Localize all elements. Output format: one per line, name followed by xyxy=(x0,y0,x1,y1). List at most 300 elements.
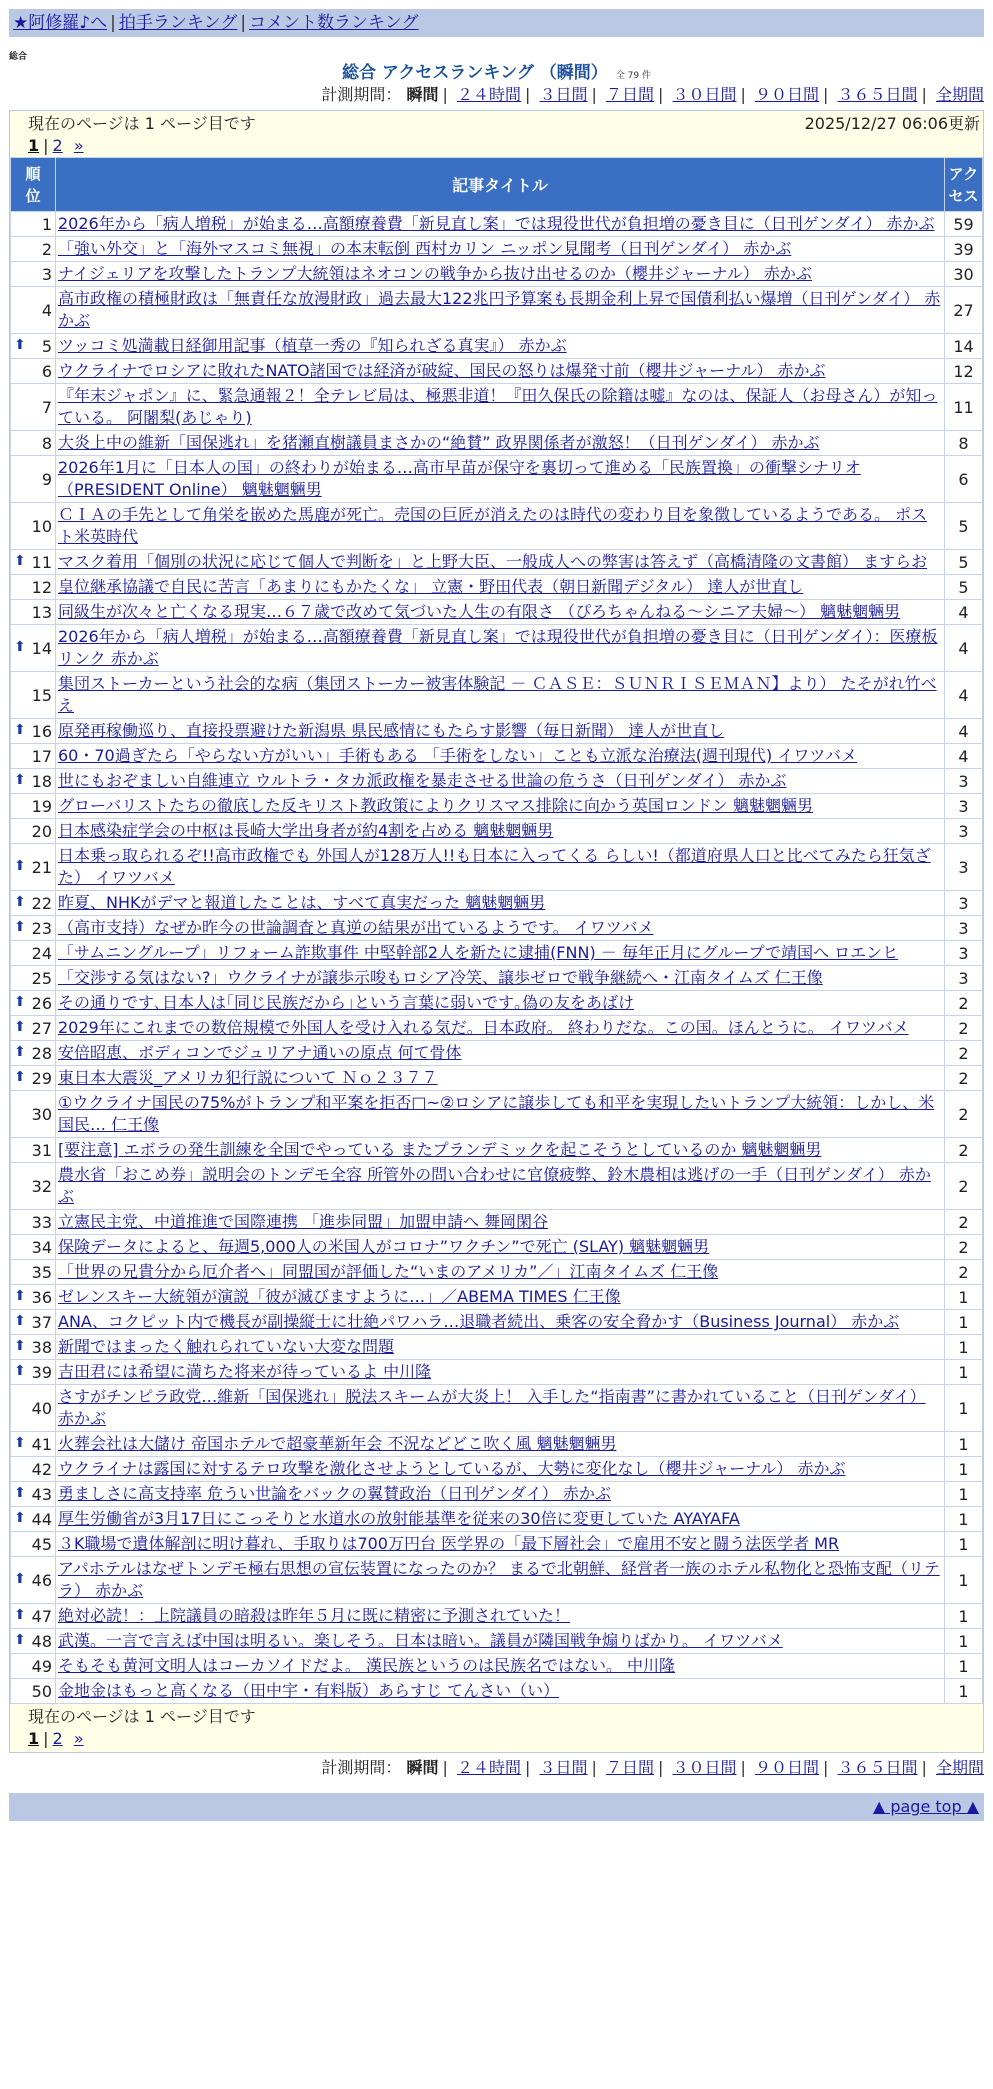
rank-number: 11 xyxy=(31,552,52,572)
access-count: 4 xyxy=(945,744,983,769)
rank-number: 13 xyxy=(31,602,52,622)
ranking-box xyxy=(9,110,984,1753)
rank-up-arrow-icon: ⬆ xyxy=(14,1337,26,1354)
article-title-link[interactable]: （高市支持）なぜか昨今の世論調査と真逆の結果が出ているようです。 イワツバメ xyxy=(58,918,654,937)
ranking-table xyxy=(10,157,983,1704)
rank-up-arrow-icon: ⬆ xyxy=(14,918,26,935)
article-title-link[interactable]: ANA、コクピット内で機長が副操縦士に壮絶パワハラ…退職者続出、乗客の安全脅かす（Business Journal） 赤かぶ xyxy=(58,1312,900,1331)
table-row xyxy=(11,1210,983,1235)
rank-number: 42 xyxy=(31,1459,52,1479)
access-count: 1 xyxy=(945,1507,983,1532)
title-cell xyxy=(56,719,945,744)
table-row xyxy=(11,1385,983,1432)
access-count: 1 xyxy=(945,1432,983,1457)
rank-cell xyxy=(11,1235,56,1260)
rank-number: 24 xyxy=(31,943,52,963)
article-title-link[interactable]: 60・70過ぎたら「やらない方がいい」手術もある 「手術をしない」ことも立派な治療法(週刊現代) イワツバメ xyxy=(58,746,858,765)
rank-cell xyxy=(11,334,56,359)
rank-number: 28 xyxy=(31,1043,52,1063)
rank-up-arrow-icon: ⬆ xyxy=(14,857,26,874)
access-count: 2 xyxy=(945,1163,983,1210)
rank-number: 6 xyxy=(41,361,52,381)
access-count: 14 xyxy=(945,334,983,359)
article-title-link[interactable]: 世にもおぞましい自維連立 ウルトラ・タカ派政権を暴走させる世論の危うさ（日刊ゲンダイ） 赤かぶ xyxy=(58,771,787,790)
rank-cell xyxy=(11,891,56,916)
period-selector-bottom: 計測期間： 瞬間 | ２４時間 | ３日間 | ７日間 | ３０日間 | ９０日間 | ３６５日間 | 全期間 xyxy=(321,1758,984,1777)
total-count: 全 79 件 xyxy=(615,71,651,81)
table-row xyxy=(11,1557,983,1604)
rank-up-arrow-icon: ⬆ xyxy=(14,993,26,1010)
title-cell xyxy=(56,1457,945,1482)
rank-number: 4 xyxy=(41,300,52,320)
pager-page-2-bottom[interactable]: 2 xyxy=(52,1729,63,1748)
rank-cell xyxy=(11,359,56,384)
table-row xyxy=(11,1532,983,1557)
table-row xyxy=(11,1285,983,1310)
article-title-link[interactable]: 厚生労働省が3月17日にこっそりと水道水の放射能基準を従来の30倍に変更していた AYAYAFA xyxy=(58,1509,740,1528)
rank-number: 45 xyxy=(31,1534,52,1554)
ranking-rows xyxy=(11,212,983,1704)
rank-number: 37 xyxy=(31,1312,52,1332)
rank-number: 10 xyxy=(31,516,52,536)
article-title-link[interactable]: 「世界の兄貴分から厄介者へ」同盟国が評価した“いまのアメリカ”／」江南タイムズ 仁王像 xyxy=(58,1262,719,1281)
title-cell xyxy=(56,1041,945,1066)
table-row xyxy=(11,575,983,600)
rank-cell xyxy=(11,1654,56,1679)
title-cell xyxy=(56,1360,945,1385)
rank-cell xyxy=(11,1285,56,1310)
rank-number: 21 xyxy=(31,857,52,877)
rank-cell xyxy=(11,262,56,287)
rank-up-arrow-icon: ⬆ xyxy=(14,1312,26,1329)
period-link-90d-bottom[interactable]: ９０日間 xyxy=(754,1758,819,1777)
article-title-link[interactable]: 原発再稼働巡り、直接投票避けた新潟県 県民感情にもたらす影響（毎日新聞） 達人が世直し xyxy=(58,721,725,740)
rank-cell xyxy=(11,744,56,769)
rank-up-arrow-icon: ⬆ xyxy=(14,1434,26,1451)
rank-cell xyxy=(11,672,56,719)
article-title-link[interactable]: グローバリストたちの徹底した反キリスト教政策によりクリスマス排除に向かう英国ロンドン 魑魅魍魎男 xyxy=(58,796,814,815)
access-count: 2 xyxy=(945,1066,983,1091)
table-row xyxy=(11,672,983,719)
table-row xyxy=(11,769,983,794)
title-cell xyxy=(56,1679,945,1704)
article-title-link[interactable]: 立憲民主党、中道推進で国際連携 「進歩同盟」加盟申請へ 舞岡閑谷 xyxy=(58,1212,549,1231)
rank-number: 38 xyxy=(31,1337,52,1357)
title-cell xyxy=(56,1482,945,1507)
rank-up-arrow-icon: ⬆ xyxy=(14,1362,26,1379)
table-row xyxy=(11,1091,983,1138)
rank-cell xyxy=(11,1260,56,1285)
rank-number: 12 xyxy=(31,577,52,597)
access-count: 2 xyxy=(945,1210,983,1235)
period-link-30d[interactable]: ３０日間 xyxy=(672,85,737,104)
article-title-link[interactable]: [要注意] エボラの発生訓練を全国でやっている またプランデミックを起こそうとしているのか 魑魅魍魎男 xyxy=(58,1140,822,1159)
table-row xyxy=(11,1235,983,1260)
period-link-7d[interactable]: ７日間 xyxy=(605,85,654,104)
access-count: 2 xyxy=(945,1016,983,1041)
title-cell xyxy=(56,359,945,384)
rank-number: 16 xyxy=(31,721,52,741)
rank-number: 39 xyxy=(31,1362,52,1382)
access-count: 1 xyxy=(945,1679,983,1704)
article-title-link[interactable]: さすがチンピラ政党…維新「国保逃れ」脱法スキームが大炎上！ 入手した“指南書”に書かれていること（日刊ゲンダイ） 赤かぶ xyxy=(58,1387,926,1428)
title-cell xyxy=(56,262,945,287)
rank-number: 31 xyxy=(31,1140,52,1160)
table-row xyxy=(11,503,983,550)
access-count: 2 xyxy=(945,1091,983,1138)
rank-up-arrow-icon: ⬆ xyxy=(14,1606,26,1623)
rank-number: 9 xyxy=(41,469,52,489)
access-count: 27 xyxy=(945,287,983,334)
article-title-link[interactable]: 吉田君には希望に満ちた将来が待っているよ 中川隆 xyxy=(58,1362,432,1381)
table-row xyxy=(11,237,983,262)
access-count: 11 xyxy=(945,384,983,431)
rank-number: 26 xyxy=(31,993,52,1013)
rank-number: 50 xyxy=(31,1681,52,1701)
page-info-top xyxy=(10,111,983,157)
table-row xyxy=(11,212,983,237)
rank-number: 5 xyxy=(41,336,52,356)
period-selector-top: 計測期間： 瞬間 | ２４時間 | ３日間 | ７日間 | ３０日間 | ９０日間 | ３６５日間 | 全期間 xyxy=(321,85,984,104)
title-cell xyxy=(56,844,945,891)
article-title-link[interactable]: 大炎上中の維新「国保逃れ」を猪瀬直樹議員まさかの“絶賛” 政界関係者が激怒！（日刊ゲンダイ） 赤かぶ xyxy=(58,433,820,452)
access-count: 1 xyxy=(945,1482,983,1507)
access-count: 6 xyxy=(945,456,983,503)
access-count: 2 xyxy=(945,1235,983,1260)
rank-number: 7 xyxy=(41,397,52,417)
article-title-link[interactable]: 2026年から「病人増税」が始まる…高額療養費「新見直し案」では現役世代が負担増の憂き目に（日刊ゲンダイ） 赤かぶ xyxy=(58,214,935,233)
title-cell xyxy=(56,237,945,262)
article-title-link[interactable]: ウクライナは露国に対するテロ攻撃を激化させようとしているが、大勢に変化なし（櫻井ジャーナル） 赤かぶ xyxy=(58,1459,846,1478)
rank-number: 35 xyxy=(31,1262,52,1282)
rank-up-arrow-icon: ⬆ xyxy=(14,1287,26,1304)
rank-cell xyxy=(11,916,56,941)
access-count: 3 xyxy=(945,966,983,991)
access-count: 4 xyxy=(945,600,983,625)
table-row xyxy=(11,916,983,941)
period-link-7d-bottom[interactable]: ７日間 xyxy=(605,1758,654,1777)
article-title-link[interactable]: 保険データによると、毎週5,000人の米国人がコロナ”ワクチン”で死亡 (SLAY) 魑魅魍魎男 xyxy=(58,1237,710,1256)
period-link-3d[interactable]: ３日間 xyxy=(539,85,588,104)
rank-number: 44 xyxy=(31,1509,52,1529)
article-title-link[interactable]: 高市政権の積極財政は「無責任な放漫財政」過去最大122兆円予算案も長期金利上昇で国債利払い爆増（日刊ゲンダイ） 赤かぶ xyxy=(58,289,941,330)
table-row xyxy=(11,600,983,625)
rank-cell xyxy=(11,1385,56,1432)
title-cell xyxy=(56,503,945,550)
table-row xyxy=(11,359,983,384)
article-title-link[interactable]: 2029年にこれまでの数倍規模で外国人を受け入れる気だ。日本政府。 終わりだな。この国。ほんとうに。 イワツバメ xyxy=(58,1018,909,1037)
article-title-link[interactable]: マスク着用「個別の状況に応じて個人で判断を」と上野大臣、一般成人への弊害は答えず（高橋清隆の文書館） ますらお xyxy=(58,552,928,571)
access-count: 8 xyxy=(945,431,983,456)
rank-cell xyxy=(11,719,56,744)
table-row xyxy=(11,844,983,891)
access-count: 1 xyxy=(945,1604,983,1629)
table-row xyxy=(11,1482,983,1507)
top-navigation xyxy=(9,9,984,37)
table-row xyxy=(11,431,983,456)
rank-up-arrow-icon: ⬆ xyxy=(14,552,26,569)
access-count: 1 xyxy=(945,1654,983,1679)
title-cell xyxy=(56,1163,945,1210)
table-row xyxy=(11,891,983,916)
rank-number: 8 xyxy=(41,433,52,453)
table-row xyxy=(11,1604,983,1629)
table-row xyxy=(11,1629,983,1654)
article-title-link[interactable]: 2026年1月に「日本人の国」の終わりが始まる…高市早苗が保守を裏切って進める「民族置換」の衝撃シナリオ （PRESIDENT Online） 魑魅魍魎男 xyxy=(58,458,861,499)
ranking-title-line xyxy=(0,62,993,84)
title-cell xyxy=(56,1654,945,1679)
access-count: 3 xyxy=(945,916,983,941)
rank-cell xyxy=(11,1335,56,1360)
rank-cell xyxy=(11,1091,56,1138)
period-link-all[interactable]: 全期間 xyxy=(935,85,984,104)
title-cell xyxy=(56,916,945,941)
rank-number: 40 xyxy=(31,1398,52,1418)
title-cell xyxy=(56,1507,945,1532)
period-link-all-bottom[interactable]: 全期間 xyxy=(935,1758,984,1777)
rank-cell xyxy=(11,1041,56,1066)
article-title-link[interactable]: 「強い外交」と「海外マスコミ無視」の本末転倒 西村カリン ニッポン見聞考（日刊ゲンダイ） 赤かぶ xyxy=(58,239,792,258)
title-cell xyxy=(56,819,945,844)
period-link-24h[interactable]: ２４時間 xyxy=(456,85,521,104)
article-title-link[interactable]: ＣＩＡの手先として角栄を嵌めた馬鹿が死亡。売国の巨匠が消えたのは時代の変わり目を象徴しているようである。 ポスト米英時代 xyxy=(58,505,928,546)
rank-up-arrow-icon: ⬆ xyxy=(14,893,26,910)
article-title-link[interactable]: そもそも黄河文明人はコーカソイドだよ。 漢民族というのは民族名ではない。 中川隆 xyxy=(58,1656,676,1675)
article-title-link[interactable]: 新聞ではまったく触れられていない大変な問題 xyxy=(58,1337,395,1356)
article-title-link[interactable]: 火葬会社は大儲け 帝国ホテルで超豪華新年会 不況などどこ吹く風 魑魅魍魎男 xyxy=(58,1434,617,1453)
article-title-link[interactable]: ３K職場で遺体解剖に明け暮れ、手取りは700万円台 医学界の「最下層社会」で雇用不安と闘う法医学者 MR xyxy=(58,1534,840,1553)
article-title-link[interactable]: 同級生が次々と亡くなる現実…６７歳で改めて気づいた人生の有限さ （ぴろちゃんねる〜シニア夫婦〜） 魑魅魍魎男 xyxy=(58,602,901,621)
rank-cell xyxy=(11,1532,56,1557)
pager-next-bottom[interactable]: » xyxy=(73,1729,84,1748)
category-label: 総合 xyxy=(9,52,28,62)
article-title-link[interactable]: その通りです､日本人は｢同じ民族だから｣という言葉に弱いです｡偽の友をあばけ xyxy=(58,993,635,1012)
pager-next[interactable]: » xyxy=(73,136,84,155)
rank-cell xyxy=(11,1604,56,1629)
title-cell xyxy=(56,625,945,672)
rank-cell xyxy=(11,1138,56,1163)
table-row xyxy=(11,1432,983,1457)
rank-number: 34 xyxy=(31,1237,52,1257)
access-count: 2 xyxy=(945,1041,983,1066)
table-row xyxy=(11,1138,983,1163)
article-title-link[interactable]: 『年末ジャポン』に、緊急通報２！全テレビ局は、極悪非道！『田久保氏の除籍は嘘』なのは、保証人（お母さん）が知っている。 阿闍梨(あじゃり) xyxy=(58,386,938,427)
article-title-link[interactable]: ウクライナでロシアに敗れたNATO諸国では経済が破綻、国民の怒りは爆発寸前（櫻井ジャーナル） 赤かぶ xyxy=(58,361,826,380)
rank-number: 48 xyxy=(31,1631,52,1651)
title-cell xyxy=(56,1532,945,1557)
rank-cell xyxy=(11,1432,56,1457)
period-label-bottom: 計測期間： xyxy=(321,1758,402,1777)
table-row xyxy=(11,262,983,287)
table-row xyxy=(11,794,983,819)
title-cell xyxy=(56,941,945,966)
title-cell xyxy=(56,575,945,600)
rank-number: 2 xyxy=(41,239,52,259)
period-link-365d-bottom[interactable]: ３６５日間 xyxy=(837,1758,918,1777)
nav-separator: | xyxy=(240,13,247,33)
article-title-link[interactable]: 集団ストーカーという社会的な病（集団ストーカー被害体験記 － ＣＡＳＥ：ＳＵＮＲＩＳＥＭＡＮ】より） たそがれ竹べえ xyxy=(58,674,937,715)
rank-number: 3 xyxy=(41,264,52,284)
table-row xyxy=(11,744,983,769)
table-row xyxy=(11,456,983,503)
title-cell xyxy=(56,1260,945,1285)
article-title-link[interactable]: ①ウクライナ国民の75%がトランプ和平案を拒否□~②ロシアに譲歩しても和平を実現したいトランプ大統領：しかし、米国民… 仁王像 xyxy=(58,1093,935,1134)
article-title-link[interactable]: 2026年から「病人増税」が始まる…高額療養費「新見直し案」では現役世代が負担増の憂き目に（日刊ゲンダイ）：医療板リンク 赤かぶ xyxy=(58,627,938,668)
table-row xyxy=(11,287,983,334)
table-row xyxy=(11,1163,983,1210)
rank-number: 49 xyxy=(31,1656,52,1676)
article-title-link[interactable]: 絶対必読！：上院議員の暗殺は昨年５月に既に精密に予測されていた！ xyxy=(58,1606,571,1625)
rank-cell xyxy=(11,237,56,262)
access-count: 4 xyxy=(945,672,983,719)
rank-number: 1 xyxy=(41,214,52,234)
title-cell xyxy=(56,600,945,625)
rank-cell xyxy=(11,819,56,844)
rank-cell xyxy=(11,456,56,503)
title-cell xyxy=(56,991,945,1016)
rank-up-arrow-icon: ⬆ xyxy=(14,1509,26,1526)
table-row xyxy=(11,1457,983,1482)
title-cell xyxy=(56,1091,945,1138)
page-info-text: 現在のページは 1 ページ目です xyxy=(28,114,256,133)
rank-number: 33 xyxy=(31,1212,52,1232)
table-row xyxy=(11,1654,983,1679)
rank-cell xyxy=(11,550,56,575)
page-top-link[interactable]: ▲ page top ▲ xyxy=(872,1797,979,1816)
rank-number: 27 xyxy=(31,1018,52,1038)
table-row xyxy=(11,1041,983,1066)
article-title-link[interactable]: 東日本大震災_アメリカ犯行説について Ｎｏ２３７７ xyxy=(58,1068,438,1087)
access-count: 1 xyxy=(945,1457,983,1482)
rank-number: 20 xyxy=(31,821,52,841)
rank-number: 14 xyxy=(31,638,52,658)
article-title-link[interactable]: 日本乗っ取られるぞ!!高市政権でも 外国人が128万人!!も日本に入ってくる らしい!（都道府県人口と比べてみたら狂気ざた） イワツバメ xyxy=(58,846,931,887)
table-row xyxy=(11,966,983,991)
rank-cell xyxy=(11,844,56,891)
table-row xyxy=(11,1310,983,1335)
page-title: 総合 アクセスランキング （瞬間） xyxy=(341,63,608,83)
period-link-30d-bottom[interactable]: ３０日間 xyxy=(672,1758,737,1777)
access-count: 1 xyxy=(945,1532,983,1557)
article-title-link[interactable]: 安倍昭恵、ボディコンでジュリアナ通いの原点 何て骨体 xyxy=(58,1043,462,1062)
pager-bottom: 1 | 2 » xyxy=(28,1729,84,1748)
rank-up-arrow-icon: ⬆ xyxy=(14,1018,26,1035)
title-cell xyxy=(56,550,945,575)
rank-cell xyxy=(11,1482,56,1507)
rank-number: 41 xyxy=(31,1434,52,1454)
table-row xyxy=(11,1507,983,1532)
article-title-link[interactable]: アパホテルはなぜトンデモ極右思想の宣伝装置になったのか？ まるで北朝鮮、経営者一族のホテル私物化と恐怖支配（リテラ） 赤かぶ xyxy=(58,1559,940,1600)
title-cell xyxy=(56,1235,945,1260)
pager-top: 1 | 2 » xyxy=(28,136,84,155)
rank-cell xyxy=(11,431,56,456)
rank-up-arrow-icon: ⬆ xyxy=(14,1631,26,1648)
access-count: 1 xyxy=(945,1629,983,1654)
title-cell xyxy=(56,1604,945,1629)
article-title-link[interactable]: 「交渉する気はない?」ウクライナが譲歩示唆もロシア冷笑、譲歩ゼロで戦争継続へ・江南タイムズ 仁王像 xyxy=(58,968,823,987)
title-cell xyxy=(56,744,945,769)
title-cell xyxy=(56,1335,945,1360)
title-cell xyxy=(56,1310,945,1335)
title-cell xyxy=(56,212,945,237)
rank-cell xyxy=(11,966,56,991)
period-link-365d[interactable]: ３６５日間 xyxy=(837,85,918,104)
access-count: 12 xyxy=(945,359,983,384)
table-row xyxy=(11,941,983,966)
rank-number: 47 xyxy=(31,1606,52,1626)
nav-link-applause-ranking[interactable]: 拍手ランキング xyxy=(118,13,238,33)
rank-number: 19 xyxy=(31,796,52,816)
access-count: 3 xyxy=(945,844,983,891)
rank-up-arrow-icon: ⬆ xyxy=(14,1043,26,1060)
rank-cell xyxy=(11,1210,56,1235)
rank-up-arrow-icon: ⬆ xyxy=(14,1484,26,1501)
rank-cell xyxy=(11,941,56,966)
article-title-link[interactable]: 勇ましさに高支持率 危うい世論をバックの翼賛政治（日刊ゲンダイ） 赤かぶ xyxy=(58,1484,611,1503)
access-count: 1 xyxy=(945,1557,983,1604)
rank-up-arrow-icon: ⬆ xyxy=(14,721,26,738)
nav-link-comment-ranking[interactable]: コメント数ランキング xyxy=(249,13,419,33)
article-title-link[interactable]: 「サムニングループ」リフォーム詐欺事件 中堅幹部2人を新たに逮捕(FNN) － 毎年正月にグループで靖国へ ロエンヒ xyxy=(58,943,899,962)
nav-separator: | xyxy=(110,13,116,33)
rank-cell xyxy=(11,1557,56,1604)
table-row xyxy=(11,384,983,431)
rank-number: 30 xyxy=(31,1104,52,1124)
nav-link-asyura[interactable]: ★阿修羅♪へ xyxy=(13,13,108,33)
period-label: 計測期間： xyxy=(321,85,402,104)
updated-timestamp: 2025/12/27 06:06更新 xyxy=(804,114,980,133)
table-row xyxy=(11,334,983,359)
rank-cell xyxy=(11,625,56,672)
access-count: 3 xyxy=(945,819,983,844)
title-cell xyxy=(56,456,945,503)
period-link-90d[interactable]: ９０日間 xyxy=(754,85,819,104)
table-row xyxy=(11,1260,983,1285)
article-title-link[interactable]: 金地金はもっと高くなる（田中宇・有料版）あらすじ てんさい（い） xyxy=(58,1681,560,1700)
rank-cell xyxy=(11,1457,56,1482)
article-title-link[interactable]: ゼレンスキー大統領が演説「彼が滅びますように…」／ABEMA TIMES 仁王像 xyxy=(58,1287,621,1306)
article-title-link[interactable]: 皇位継承協議で自民に苦言「あまりにもかたくな」 立憲・野田代表（朝日新聞デジタル） 達人が世直し xyxy=(58,577,804,596)
article-title-link[interactable]: 武漢。一言で言えば中国は明るい。楽しそう。日本は暗い。議員が隣国戦争煽りばかり。 イワツバメ xyxy=(58,1631,783,1650)
rank-cell xyxy=(11,575,56,600)
title-cell xyxy=(56,891,945,916)
article-title-link[interactable]: 昨夏、NHKがデマと報道したことは、すべて真実だった 魑魅魍魎男 xyxy=(58,893,546,912)
rank-cell xyxy=(11,1679,56,1704)
access-count: 5 xyxy=(945,503,983,550)
access-count: 3 xyxy=(945,769,983,794)
title-cell xyxy=(56,287,945,334)
access-count: 5 xyxy=(945,550,983,575)
table-row xyxy=(11,550,983,575)
rank-number: 32 xyxy=(31,1176,52,1196)
table-row xyxy=(11,1066,983,1091)
period-link-3d-bottom[interactable]: ３日間 xyxy=(539,1758,588,1777)
rank-number: 17 xyxy=(31,746,52,766)
article-title-link[interactable]: 農水省「おこめ券」説明会のトンデモ全容 所管外の問い合わせに官僚疲弊、鈴木農相は逃げの一手（日刊ゲンダイ） 赤かぶ xyxy=(58,1165,931,1206)
article-title-link[interactable]: ナイジェリアを攻撃したトランプ大統領はネオコンの戦争から抜け出せるのか（櫻井ジャーナル） 赤かぶ xyxy=(58,264,812,283)
article-title-link[interactable]: ツッコミ処満載日経御用記事（植草一秀の『知られざる真実』） 赤かぶ xyxy=(58,336,567,355)
rank-cell xyxy=(11,1507,56,1532)
page-info-bottom xyxy=(10,1704,983,1752)
header-count: アクセス xyxy=(945,158,983,212)
access-count: 30 xyxy=(945,262,983,287)
rank-up-arrow-icon: ⬆ xyxy=(14,771,26,788)
table-row xyxy=(11,1016,983,1041)
pager-page-2[interactable]: 2 xyxy=(52,136,63,155)
period-link-24h-bottom[interactable]: ２４時間 xyxy=(456,1758,521,1777)
rank-up-arrow-icon: ⬆ xyxy=(14,1068,26,1085)
article-title-link[interactable]: 日本感染症学会の中枢は長崎大学出身者が約4割を占める 魑魅魍魎男 xyxy=(58,821,554,840)
